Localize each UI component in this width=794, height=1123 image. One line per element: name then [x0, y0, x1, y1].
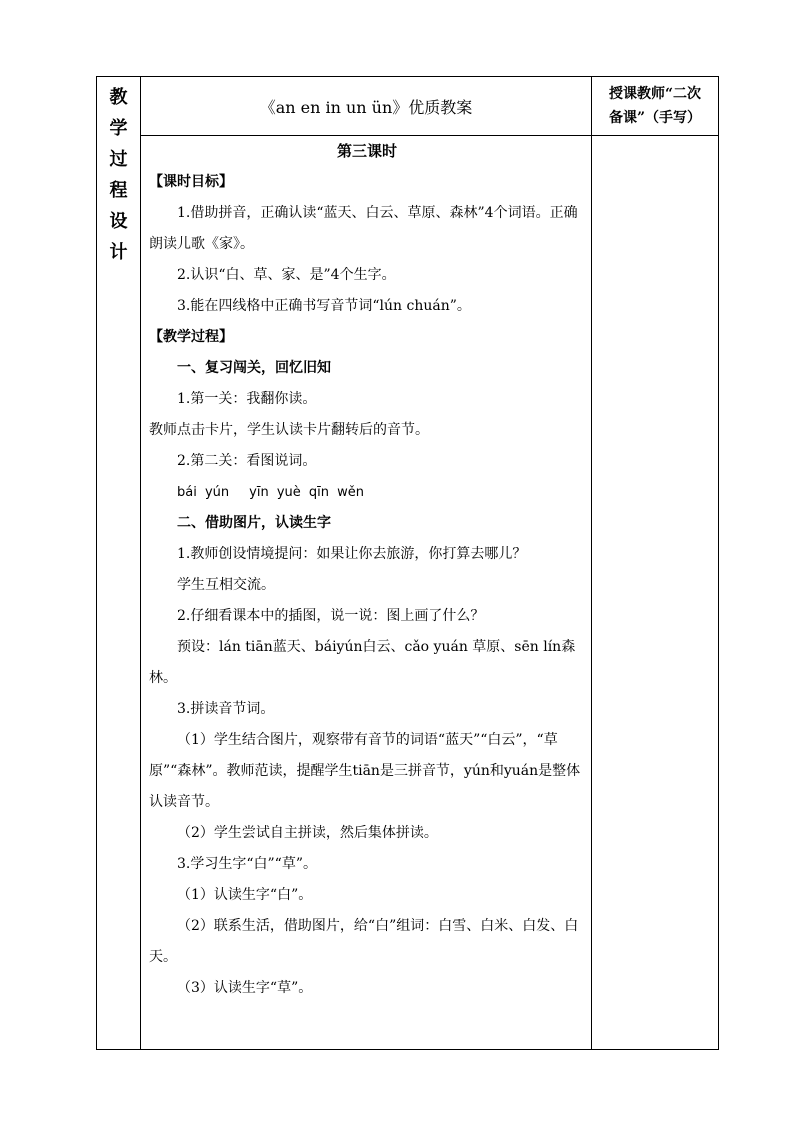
- lesson-plan-table: [96, 76, 719, 1050]
- pinyin-text: yīn yuè qīn wěn: [249, 485, 364, 501]
- objective-item: 3.能在四线格中正确书写音节词“lún chuán”。: [177, 298, 471, 315]
- section-title: 一、复习闯关，回忆旧知: [177, 360, 331, 377]
- section-title: 二、借助图片，认读生字: [177, 515, 331, 532]
- paragraph: 预设：lán tiān蓝天、báiyún白云、cǎo yuán 草原、sēn lín森林。: [149, 639, 576, 687]
- side-title-char: 设: [109, 211, 128, 232]
- paragraph: 1.教师创设情境提问：如果让你去旅游，你打算去哪儿？: [177, 546, 527, 563]
- side-title-char: 教: [109, 87, 128, 108]
- paragraph: （3）认读生字“草”。: [177, 980, 313, 997]
- pinyin-text: bái yún: [177, 485, 230, 501]
- step-text: 教师点击卡片，学生认读卡片翻转后的音节。: [149, 422, 429, 439]
- paragraph: （1）学生结合图片，观察带有音节的词语“蓝天”“白云”，“草原”“森林”。教师范读，提醒学生tiān是三拼音节，yún和yuán是整体认读音节。: [149, 732, 581, 811]
- teacher-notes-cell: [592, 136, 719, 1050]
- side-title-char: 程: [109, 180, 128, 201]
- side-title-char: 过: [109, 149, 128, 170]
- process-heading: 【教学过程】: [149, 329, 233, 346]
- paragraph: （2）联系生活，借助图片，给“白”组词：白雪、白米、白发、白天。: [149, 918, 579, 966]
- paragraph: 3.拼读音节词。: [177, 701, 275, 718]
- teacher-header-line2: 备课”（手写）: [608, 110, 702, 127]
- teacher-header-line1: 授课教师“二次: [608, 86, 702, 103]
- paragraph: 学生互相交流。: [177, 577, 275, 594]
- teacher-notes-header: [592, 77, 719, 136]
- lesson-content-cell: [141, 136, 592, 1050]
- step-text: 2.第二关：看图说词。: [177, 453, 317, 470]
- step-text: 1.第一关：我翻你读。: [177, 391, 317, 408]
- side-title-char: 计: [109, 242, 128, 263]
- paragraph: 2.仔细看课本中的插图，说一说：图上画了什么？: [177, 608, 485, 625]
- paragraph: （1）认读生字“白”。: [177, 887, 313, 904]
- paragraph: 3.学习生字“白”“草”。: [177, 856, 317, 873]
- objective-item: 2.认识“白、草、家、是”4个生字。: [177, 267, 396, 284]
- document-title: 《an en in un ün》优质教案: [141, 77, 592, 136]
- pinyin-line: [149, 477, 585, 508]
- objective-item: 1.借助拼音，正确认读“蓝天、白云、草原、森林”4个词语。正确朗读儿歌《家》。: [149, 205, 578, 253]
- side-title-cell: [97, 77, 141, 1050]
- paragraph: （2）学生尝试自主拼读，然后集体拼读。: [177, 825, 438, 842]
- objectives-heading: 【课时目标】: [149, 174, 233, 191]
- side-title-char: 学: [109, 118, 128, 139]
- lesson-title: 第三课时: [336, 142, 397, 161]
